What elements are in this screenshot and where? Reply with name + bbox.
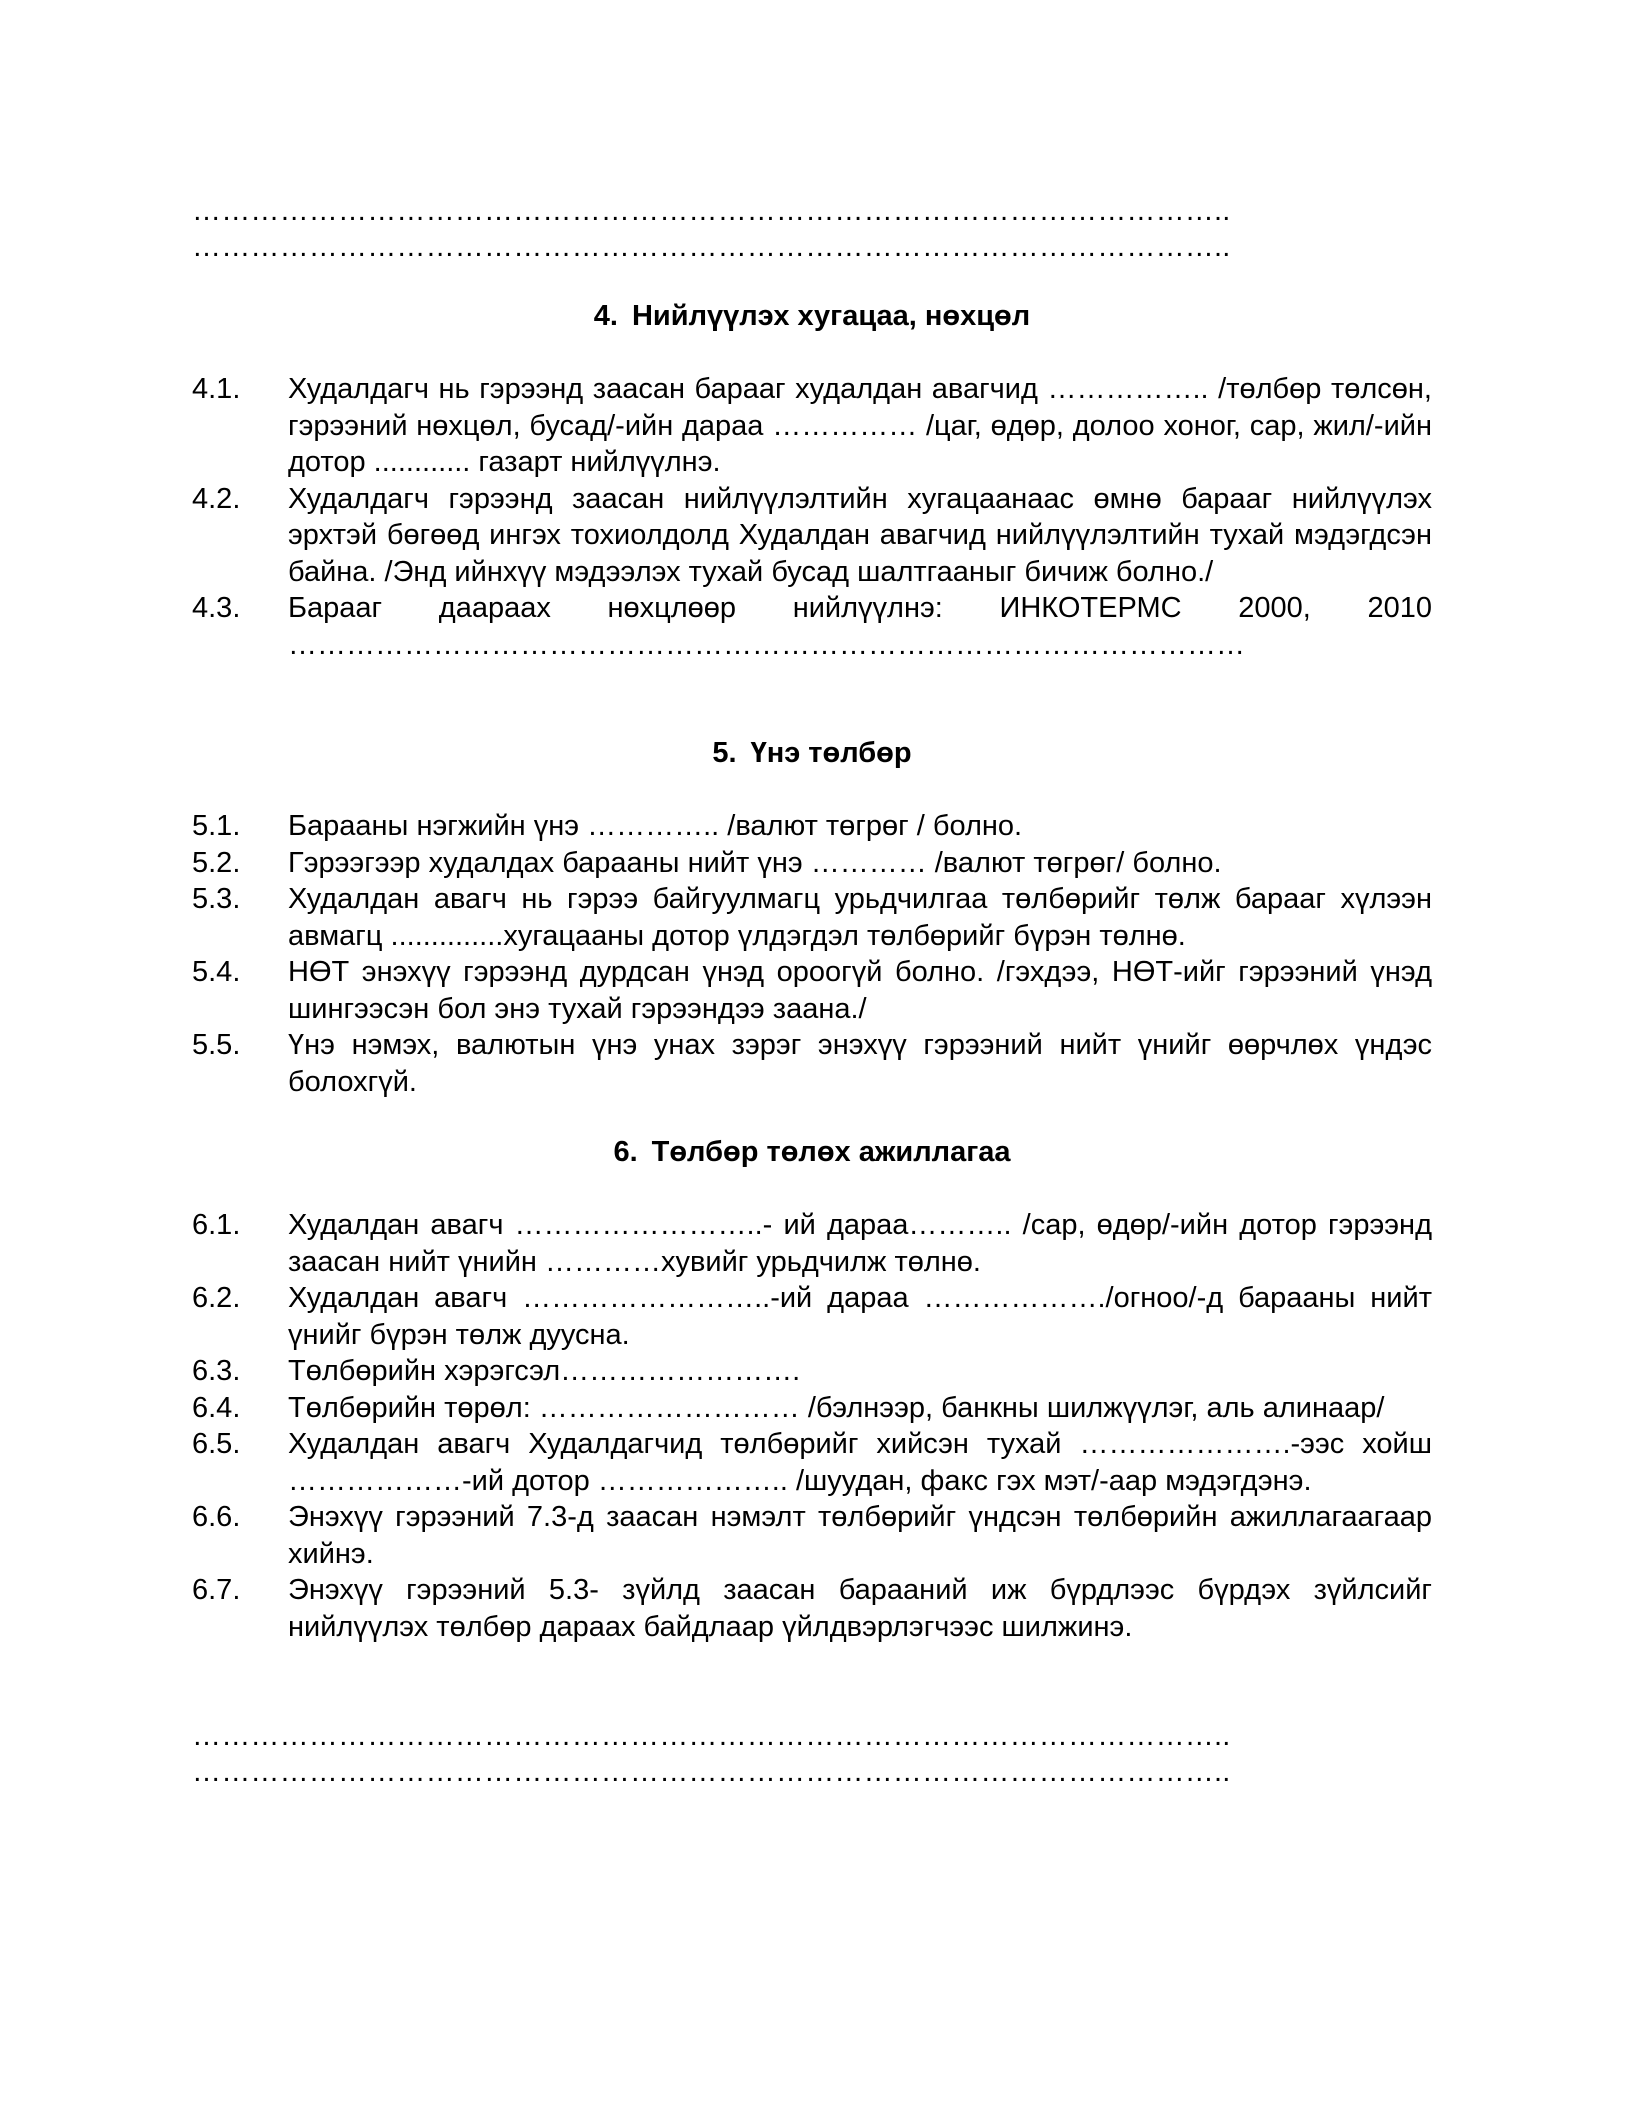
section-number: 6. (613, 1136, 638, 1168)
dotted-line-bottom-1: …………………………………………………………………………………………….. (192, 1720, 1231, 1752)
item-text: Худалдан авагч ……………………..-ий дараа ………………./огноо/-д барааны нийт үнийг бүрэн төлж дуусна. (288, 1282, 1432, 1351)
item-number: 6.3. (192, 1355, 241, 1387)
item-text: Худалдан авагч ……………………..- ий дараа……….. /сар, өдөр/-ийн дотор гэрээнд заасан нийт үнийн …………хувийг урьдчилж төлнө. (288, 1209, 1432, 1278)
section-number: 4. (593, 300, 618, 332)
item-number: 6.4. (192, 1391, 241, 1424)
section-title: Төлбөр төлөх ажиллагаа (651, 1136, 1011, 1168)
item-number: 4.1. (192, 373, 241, 405)
item-text: Худалдагч гэрээнд заасан нийлүүлэлтийн хугацаанаас өмнө барааг нийлүүлэх эрхтэй бөгөөд ингэх тохиолдолд Худалдан авагчид нийлүүлэлтийн тухай мэдэгдсэн байна. /Энд ийнхүү мэдээлэх тухай бусад шалтгааныг бичиж болно./ (288, 482, 1432, 588)
item-text: Энэхүү гэрээний 5.3- зүйлд заасан барааний иж бүрдлээс бүрдэх зүйлсийг нийлүүлэх төлбөр дараах байдлаар үйлдвэрлэгчээс шилжинэ. (288, 1574, 1432, 1643)
dotted-line-bottom-2: …………………………………………………………………………………………….. (192, 1756, 1231, 1788)
item-number: 6.2. (192, 1282, 241, 1314)
item-text: Үнэ нэмэх, валютын үнэ унах зэрэг энэхүү гэрээний нийт үнийг өөрчлөх үндэс болохгүй. (288, 1029, 1432, 1098)
dotted-line-top-2: …………………………………………………………………………………………….. (192, 231, 1231, 263)
item-text: Барааг даараах нөхцлөөр нийлүүлнэ: ИНКОТЕРМС 2000, 2010 ……………………………………………………………………………………… (288, 592, 1432, 661)
section-5-heading (192, 735, 1432, 771)
section-6-heading (192, 1134, 1432, 1170)
item-text: Худалдан авагч Худалдагчид төлбөрийг хийсэн тухай ………………….-ээс хойш ………………-ий дотор ……………….. /шуудан, факс гэх мэт/-аар мэдэгдэнэ. (288, 1428, 1432, 1497)
section-number: 5. (712, 737, 737, 769)
item-number: 4.3. (192, 592, 241, 624)
item-number: 6.1. (192, 1209, 241, 1241)
list-item (192, 1499, 1432, 1572)
item-number: 5.4. (192, 956, 241, 988)
list-item (192, 845, 1432, 882)
item-number: 6.6. (192, 1501, 241, 1533)
item-text: Төлбөрийн хэрэгсэл……………………. (288, 1355, 801, 1387)
list-item (192, 1280, 1432, 1353)
item-number: 5.1. (192, 810, 241, 842)
item-text: Энэхүү гэрээний 7.3-д заасан нэмэлт төлбөрийг үндсэн төлбөрийн ажиллагаагаар хийнэ. (288, 1501, 1432, 1570)
item-number: 5.2. (192, 846, 241, 879)
item-text: Барааны нэгжийн үнэ ………….. /валют төгрөг / болно. (288, 810, 1023, 842)
item-text: НӨТ энэхүү гэрээнд дурдсан үнэд ороогүй болно. /гэхдээ, НӨТ-ийг гэрээний үнэд шингээсэн бол энэ тухай гэрээндээ заана./ (288, 956, 1432, 1025)
section-5-list (192, 808, 1432, 1100)
list-item (192, 808, 1432, 845)
item-text: Гэрээгээр худалдах барааны нийт үнэ ………… /валют төгрөг/ болно. (288, 846, 1222, 879)
item-number: 6.5. (192, 1428, 241, 1460)
list-item (192, 1572, 1432, 1645)
item-number: 6.7. (192, 1574, 241, 1606)
list-item (192, 590, 1432, 663)
list-item (192, 954, 1432, 1027)
list-item (192, 881, 1432, 954)
item-number: 5.5. (192, 1029, 241, 1061)
item-text: Төлбөрийн төрөл: ……………………… /бэлнээр, банкны шилжүүлэг, аль алинаар/ (288, 1391, 1385, 1424)
section-title: Нийлүүлэх хугацаа, нөхцөл (631, 300, 1031, 332)
section-4-list (192, 371, 1432, 663)
section-title: Үнэ төлбөр (750, 737, 912, 769)
section-4-heading (192, 298, 1432, 334)
list-item (192, 1426, 1432, 1499)
list-item (192, 1390, 1432, 1427)
list-item (192, 1207, 1432, 1280)
item-text: Худалдан авагч нь гэрээ байгуулмагц урьдчилгаа төлбөрийг төлж барааг хүлээн авмагц ..............хугацааны дотор үлдэгдэл төлбөрийг бүрэн төлнө. (288, 883, 1432, 952)
dotted-line-top-1: …………………………………………………………………………………………….. (192, 195, 1231, 227)
item-number: 5.3. (192, 883, 241, 915)
list-item (192, 1353, 1432, 1390)
list-item (192, 1027, 1432, 1100)
item-text: Худалдагч нь гэрээнд заасан барааг худалдан авагчид …………….. /төлбөр төлсөн, гэрээний нөхцөл, бусад/-ийн дараа …………… /цаг, өдөр, долоо хоног, сар, жил/-ийн дотор ............ газарт нийлүүлнэ. (288, 373, 1432, 478)
list-item (192, 371, 1432, 481)
list-item (192, 481, 1432, 591)
item-number: 4.2. (192, 482, 241, 515)
section-6-list (192, 1207, 1432, 1645)
